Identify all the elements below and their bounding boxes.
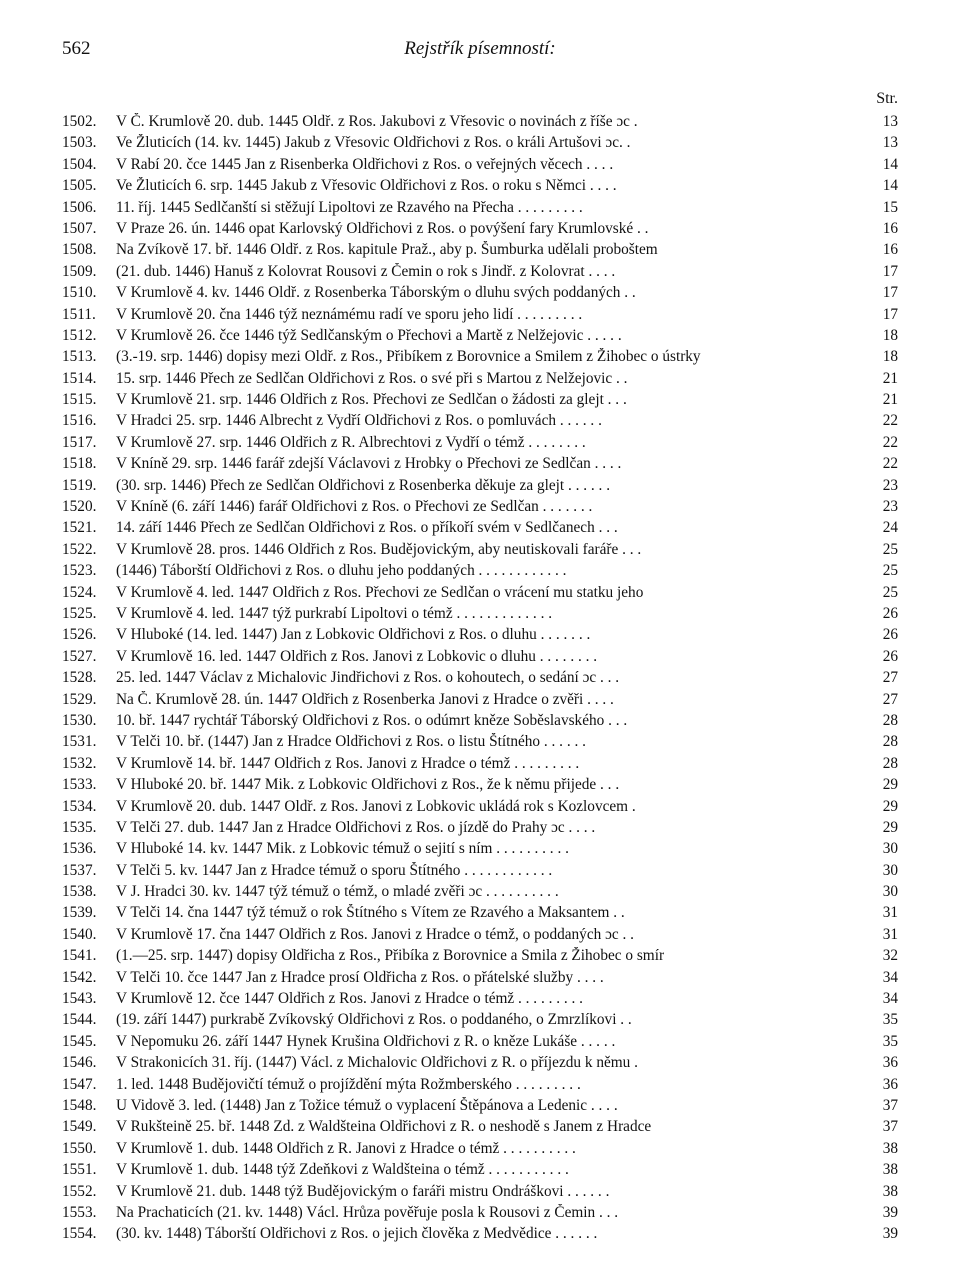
list-item xyxy=(62,134,898,155)
entry-page: 13 xyxy=(882,134,898,152)
entry-page: 38 xyxy=(882,1139,898,1157)
entry-text: (1446) Táborští Oldřichovi z Ros. o dluhu jeho poddaných . . . . . . . . . . . . xyxy=(116,562,567,580)
entry-page: 23 xyxy=(882,476,898,494)
entry-number: 1540. xyxy=(62,925,97,943)
entry-page: 24 xyxy=(882,519,898,537)
entry-page: 18 xyxy=(882,348,898,366)
entry-text: V Telči 10. bř. (1447) Jan z Hradce Oldřichovi z Ros. o listu Štítného . . . . . . xyxy=(116,733,586,751)
list-item xyxy=(62,1011,898,1032)
entry-page: 36 xyxy=(882,1075,898,1093)
entry-number: 1552. xyxy=(62,1182,97,1200)
entry-text: V Telči 5. kv. 1447 Jan z Hradce témuž o sporu Štítného . . . . . . . . . . . . xyxy=(116,861,553,879)
entry-number: 1537. xyxy=(62,861,97,879)
entry-text: Na Č. Krumlově 28. ún. 1447 Oldřich z Rosenberka Janovi z Hradce o zvěři . . . . xyxy=(116,690,614,708)
entry-page: 28 xyxy=(882,711,898,729)
entry-page: 30 xyxy=(882,861,898,879)
entry-list xyxy=(62,113,898,1247)
entry-page: 27 xyxy=(882,690,898,708)
entry-page: 27 xyxy=(882,669,898,687)
entry-number: 1520. xyxy=(62,498,97,516)
entry-text: V Č. Krumlově 20. dub. 1445 Oldř. z Ros. Jakubovi z Vřesovic o novinách z říše ɔc . xyxy=(116,113,638,130)
entry-number: 1524. xyxy=(62,583,97,601)
entry-number: 1504. xyxy=(62,155,97,173)
entry-page: 13 xyxy=(882,113,898,130)
list-item xyxy=(62,798,898,819)
entry-text: V Krumlově 17. čna 1447 Oldřich z Ros. Janovi z Hradce o témž, o poddaných ɔc . . xyxy=(116,925,634,943)
page-column-heading: Str. xyxy=(876,90,898,107)
entry-text: V Krumlově 14. bř. 1447 Oldřich z Ros. Janovi z Hradce o témž . . . . . . . . . xyxy=(116,754,580,772)
entry-number: 1543. xyxy=(62,990,97,1008)
entry-text: Ve Žluticích 6. srp. 1445 Jakub z Vřesovic Oldřichovi z Ros. o roku s Němci . . . . xyxy=(116,177,617,195)
list-item xyxy=(62,519,898,540)
list-item xyxy=(62,605,898,626)
entry-text: V Krumlově 4. kv. 1446 Oldř. z Rosenberka Táborským o dluhu svých poddaných . . xyxy=(116,284,636,302)
entry-page: 14 xyxy=(882,155,898,173)
list-item xyxy=(62,306,898,327)
entry-number: 1529. xyxy=(62,690,97,708)
list-item xyxy=(62,904,898,925)
list-item xyxy=(62,776,898,797)
entry-text: V Krumlově 1. dub. 1448 Oldřich z R. Janovi z Hradce o témž . . . . . . . . . . xyxy=(116,1139,576,1157)
entry-text: 10. bř. 1447 rychtář Táborský Oldřichovi z Ros. o odúmrt kněze Soběslavského . . . xyxy=(116,711,628,729)
entry-text: Na Prachaticích (21. kv. 1448) Václ. Hrůza pověřuje posla k Rousovi z Čemin . . . xyxy=(116,1203,619,1221)
entry-page: 22 xyxy=(882,433,898,451)
entry-page: 23 xyxy=(882,498,898,516)
list-item xyxy=(62,284,898,305)
entry-number: 1541. xyxy=(62,947,97,965)
entry-page: 39 xyxy=(882,1203,898,1221)
entry-page: 28 xyxy=(882,733,898,751)
entry-number: 1533. xyxy=(62,776,97,794)
list-item xyxy=(62,477,898,498)
entry-page: 34 xyxy=(882,968,898,986)
entry-text: 11. říj. 1445 Sedlčanští si stěžují Lipoltovi ze Rzavého na Přecha . . . . . . . . . xyxy=(116,198,583,216)
list-item xyxy=(62,755,898,776)
entry-page: 17 xyxy=(882,262,898,280)
entry-text: V Telči 27. dub. 1447 Jan z Hradce Oldřichovi z Ros. o jízdě do Prahy ɔc . . . . xyxy=(116,818,596,836)
entry-number: 1548. xyxy=(62,1096,97,1114)
entry-page: 38 xyxy=(882,1182,898,1200)
list-item xyxy=(62,1076,898,1097)
list-item xyxy=(62,669,898,690)
entry-number: 1519. xyxy=(62,476,97,494)
entry-text: 25. led. 1447 Václav z Michalovic Jindřichovi z Ros. o kohoutech, o sedání ɔc . . . xyxy=(116,669,620,687)
entry-text: V Kníně 29. srp. 1446 farář zdejší Václavovi z Hrobky o Přechovi ze Sedlčan . . . . xyxy=(116,455,622,473)
entry-page: 38 xyxy=(882,1161,898,1179)
list-item xyxy=(62,584,898,605)
entry-number: 1503. xyxy=(62,134,97,152)
entry-number: 1505. xyxy=(62,177,97,195)
entry-page: 29 xyxy=(882,818,898,836)
entry-text: V Hluboké (14. led. 1447) Jan z Lobkovic Oldřichovi z Ros. o dluhu . . . . . . . xyxy=(116,626,591,644)
entry-page: 31 xyxy=(882,904,898,922)
entry-number: 1510. xyxy=(62,284,97,302)
entry-text: 1. led. 1448 Budějovičtí témuž o projíždění mýta Rožmberského . . . . . . . . . xyxy=(116,1075,581,1093)
entry-number: 1515. xyxy=(62,391,97,409)
list-item xyxy=(62,1183,898,1204)
entry-number: 1534. xyxy=(62,797,97,815)
entry-text: V Krumlově 26. čce 1446 týž Sedlčanským o Přechovi a Martě z Nelžejovic . . . . . xyxy=(116,326,622,344)
entry-text: V Krumlově 16. led. 1447 Oldřich z Ros. Janovi z Lobkovic o dluhu . . . . . . . . xyxy=(116,647,598,665)
list-item xyxy=(62,691,898,712)
entry-number: 1535. xyxy=(62,818,97,836)
list-item xyxy=(62,862,898,883)
entry-number: 1551. xyxy=(62,1161,97,1179)
entry-number: 1553. xyxy=(62,1203,97,1221)
entry-page: 18 xyxy=(882,326,898,344)
entry-number: 1508. xyxy=(62,241,97,259)
page-number: 562 xyxy=(62,38,91,59)
entry-number: 1527. xyxy=(62,647,97,665)
entry-text: V Krumlově 1. dub. 1448 týž Zdeňkovi z Waldšteina o témž . . . . . . . . . . . xyxy=(116,1161,569,1179)
list-item xyxy=(62,1118,898,1139)
list-item xyxy=(62,990,898,1011)
entry-page: 36 xyxy=(882,1054,898,1072)
list-item xyxy=(62,819,898,840)
entry-text: (21. dub. 1446) Hanuš z Kolovrat Rousovi z Čemin o rok s Jindř. z Kolovrat . . . . xyxy=(116,262,616,280)
entry-page: 39 xyxy=(882,1225,898,1243)
entry-text: V Krumlově 20. čna 1446 týž neznámému radí ve sporu jeho lidí . . . . . . . . . xyxy=(116,305,583,323)
list-item xyxy=(62,241,898,262)
entry-number: 1507. xyxy=(62,219,97,237)
entry-number: 1518. xyxy=(62,455,97,473)
list-item xyxy=(62,199,898,220)
entry-number: 1506. xyxy=(62,198,97,216)
entry-text: (3.-19. srp. 1446) dopisy mezi Oldř. z Ros., Přibíkem z Borovnice a Smilem z Žihobec o ústrky xyxy=(116,348,701,366)
entry-text: V Praze 26. ún. 1446 opat Karlovský Oldřichovi z Ros. o povýšení fary Krumlovské . . xyxy=(116,219,649,237)
list-item xyxy=(62,156,898,177)
entry-text: V Krumlově 21. dub. 1448 týž Budějovickým o faráři mistru Ondráškovi . . . . . . xyxy=(116,1182,610,1200)
list-item xyxy=(62,648,898,669)
entry-text: V Hradci 25. srp. 1446 Albrecht z Vydří Oldřichovi z Ros. o pomluvách . . . . . . xyxy=(116,412,602,430)
entry-number: 1539. xyxy=(62,904,97,922)
list-item xyxy=(62,1033,898,1054)
list-item xyxy=(62,840,898,861)
entry-text: (19. září 1447) purkrabě Zvíkovský Oldřichovi z Ros. o poddaného, o Zmrzlíkovi . . xyxy=(116,1011,632,1029)
entry-number: 1546. xyxy=(62,1054,97,1072)
entry-page: 17 xyxy=(882,305,898,323)
list-item xyxy=(62,562,898,583)
list-item xyxy=(62,348,898,369)
list-item xyxy=(62,1097,898,1118)
entry-page: 16 xyxy=(882,241,898,259)
entry-number: 1530. xyxy=(62,711,97,729)
entry-page: 16 xyxy=(882,219,898,237)
list-item xyxy=(62,1161,898,1182)
entry-text: U Vidově 3. led. (1448) Jan z Tožice témuž o vyplacení Štěpánova a Ledenic . . . . xyxy=(116,1096,618,1114)
entry-text: V Telči 10. čce 1447 Jan z Hradce prosí Oldřicha z Ros. o přátelské služby . . . . xyxy=(116,968,604,986)
entry-page: 35 xyxy=(882,1011,898,1029)
entry-number: 1521. xyxy=(62,519,97,537)
entry-number: 1512. xyxy=(62,326,97,344)
list-item xyxy=(62,113,898,134)
entry-page: 29 xyxy=(882,797,898,815)
list-item xyxy=(62,969,898,990)
entry-number: 1517. xyxy=(62,433,97,451)
entry-text: (30. kv. 1448) Táborští Oldřichovi z Ros. o jejich člověka z Medvědice . . . . . . xyxy=(116,1225,598,1243)
entry-text: 14. září 1446 Přech ze Sedlčan Oldřichovi z Ros. o příkoří svém v Sedlčanech . . . xyxy=(116,519,618,537)
entry-page: 14 xyxy=(882,177,898,195)
list-item xyxy=(62,327,898,348)
entry-page: 31 xyxy=(882,925,898,943)
list-item xyxy=(62,541,898,562)
list-item xyxy=(62,263,898,284)
entry-page: 37 xyxy=(882,1118,898,1136)
entry-page: 26 xyxy=(882,604,898,622)
entry-number: 1545. xyxy=(62,1032,97,1050)
entry-page: 22 xyxy=(882,412,898,430)
entry-number: 1544. xyxy=(62,1011,97,1029)
entry-page: 29 xyxy=(882,776,898,794)
list-item xyxy=(62,712,898,733)
list-item xyxy=(62,220,898,241)
entry-text: V Krumlově 28. pros. 1446 Oldřich z Ros. Budějovickým, aby neutiskovali faráře . . . xyxy=(116,540,642,558)
list-item xyxy=(62,177,898,198)
entry-page: 35 xyxy=(882,1032,898,1050)
entry-text: V Krumlově 12. čce 1447 Oldřich z Ros. Janovi z Hradce o témž . . . . . . . . . xyxy=(116,990,584,1008)
entry-number: 1502. xyxy=(62,113,97,130)
entry-text: V Strakonicích 31. říj. (1447) Václ. z Michalovic Oldřichovi z R. o příjezdu k němu . xyxy=(116,1054,638,1072)
entry-page: 30 xyxy=(882,883,898,901)
entry-text: V Telči 14. čna 1447 týž témuž o rok Štítného s Vítem ze Rzavého a Maksantem . . xyxy=(116,904,625,922)
entry-number: 1532. xyxy=(62,754,97,772)
entry-number: 1538. xyxy=(62,883,97,901)
entry-number: 1525. xyxy=(62,604,97,622)
list-item xyxy=(62,498,898,519)
entry-page: 26 xyxy=(882,647,898,665)
entry-text: V Hluboké 14. kv. 1447 Mik. z Lobkovic témuž o sejití s ním . . . . . . . . . . xyxy=(116,840,569,858)
entry-text: V Krumlově 21. srp. 1446 Oldřich z Ros. Přechovi ze Sedlčan o žádosti za glejt . . . xyxy=(116,391,627,409)
entry-number: 1550. xyxy=(62,1139,97,1157)
entry-text: V Hluboké 20. bř. 1447 Mik. z Lobkovic Oldřichovi z Ros., že k němu přijede . . . xyxy=(116,776,620,794)
entry-page: 37 xyxy=(882,1096,898,1114)
entry-text: Ve Žluticích (14. kv. 1445) Jakub z Vřesovic Oldřichovi z Ros. o králi Artušovi ɔc. . xyxy=(116,134,631,152)
entry-text: 15. srp. 1446 Přech ze Sedlčan Oldřichovi z Ros. o své při s Martou z Nelžejovic . . xyxy=(116,369,628,387)
entry-number: 1511. xyxy=(62,305,96,323)
entry-number: 1514. xyxy=(62,369,97,387)
entry-page: 21 xyxy=(882,369,898,387)
entry-text: Na Zvíkově 17. bř. 1446 Oldř. z Ros. kapitule Praž., aby p. Šumburka udělali proboštem xyxy=(116,241,658,259)
entry-page: 22 xyxy=(882,455,898,473)
list-item xyxy=(62,412,898,433)
list-item xyxy=(62,1140,898,1161)
entry-number: 1513. xyxy=(62,348,97,366)
list-item xyxy=(62,883,898,904)
entry-page: 32 xyxy=(882,947,898,965)
entry-page: 15 xyxy=(882,198,898,216)
list-item xyxy=(62,1225,898,1246)
entry-number: 1536. xyxy=(62,840,97,858)
entry-page: 30 xyxy=(882,840,898,858)
entry-number: 1516. xyxy=(62,412,97,430)
entry-number: 1531. xyxy=(62,733,97,751)
entry-number: 1547. xyxy=(62,1075,97,1093)
entry-number: 1549. xyxy=(62,1118,97,1136)
entry-number: 1528. xyxy=(62,669,97,687)
entry-number: 1542. xyxy=(62,968,97,986)
list-item xyxy=(62,1204,898,1225)
entry-page: 25 xyxy=(882,562,898,580)
list-item xyxy=(62,434,898,455)
entry-text: (30. srp. 1446) Přech ze Sedlčan Oldřichovi z Rosenberka děkuje za glejt . . . . . . xyxy=(116,476,611,494)
entry-text: V Nepomuku 26. září 1447 Hynek Krušina Oldřichovi z R. o kněze Lukáše . . . . . xyxy=(116,1032,616,1050)
entry-page: 25 xyxy=(882,583,898,601)
entry-text: (1.—25. srp. 1447) dopisy Oldřicha z Ros., Přibíka z Borovnice a Smila z Žihobec o smír xyxy=(116,947,665,965)
entry-number: 1522. xyxy=(62,540,97,558)
running-title: Rejstřík písemností: xyxy=(404,38,556,59)
entry-number: 1526. xyxy=(62,626,97,644)
list-item xyxy=(62,391,898,412)
entry-text: V Krumlově 4. led. 1447 Oldřich z Ros. Přechovi ze Sedlčan o vrácení mu statku jeho xyxy=(116,583,644,601)
list-item xyxy=(62,455,898,476)
entry-text: V Krumlově 27. srp. 1446 Oldřich z R. Albrechtovi z Vydří o témž . . . . . . . . xyxy=(116,433,586,451)
list-item xyxy=(62,370,898,391)
entry-page: 25 xyxy=(882,540,898,558)
entry-text: V Rukšteině 25. bř. 1448 Zd. z Waldšteina Oldřichovi z R. o neshodě s Janem z Hradce xyxy=(116,1118,652,1136)
entry-page: 28 xyxy=(882,754,898,772)
entry-number: 1509. xyxy=(62,262,97,280)
entry-text: V Kníně (6. září 1446) farář Oldřichovi z Ros. o Přechovi ze Sedlčan . . . . . . . xyxy=(116,498,593,516)
list-item xyxy=(62,926,898,947)
list-item xyxy=(62,626,898,647)
list-item xyxy=(62,733,898,754)
entry-text: V Krumlově 20. dub. 1447 Oldř. z Ros. Janovi z Lobkovic ukládá rok s Kozlovcem . xyxy=(116,797,636,815)
entry-text: V Rabí 20. čce 1445 Jan z Risenberka Oldřichovi z Ros. o veřejných věcech . . . . xyxy=(116,155,614,173)
list-item xyxy=(62,1054,898,1075)
entry-page: 17 xyxy=(882,284,898,302)
entry-text: V J. Hradci 30. kv. 1447 týž témuž o témž, o mladé zvěři ɔc . . . . . . . . . . xyxy=(116,883,559,901)
entry-page: 26 xyxy=(882,626,898,644)
entry-page: 34 xyxy=(882,990,898,1008)
entry-text: V Krumlově 4. led. 1447 týž purkrabí Lipoltovi o témž . . . . . . . . . . . . . xyxy=(116,604,553,622)
entry-page: 21 xyxy=(882,391,898,409)
entry-number: 1523. xyxy=(62,562,97,580)
list-item xyxy=(62,947,898,968)
entry-number: 1554. xyxy=(62,1225,97,1243)
